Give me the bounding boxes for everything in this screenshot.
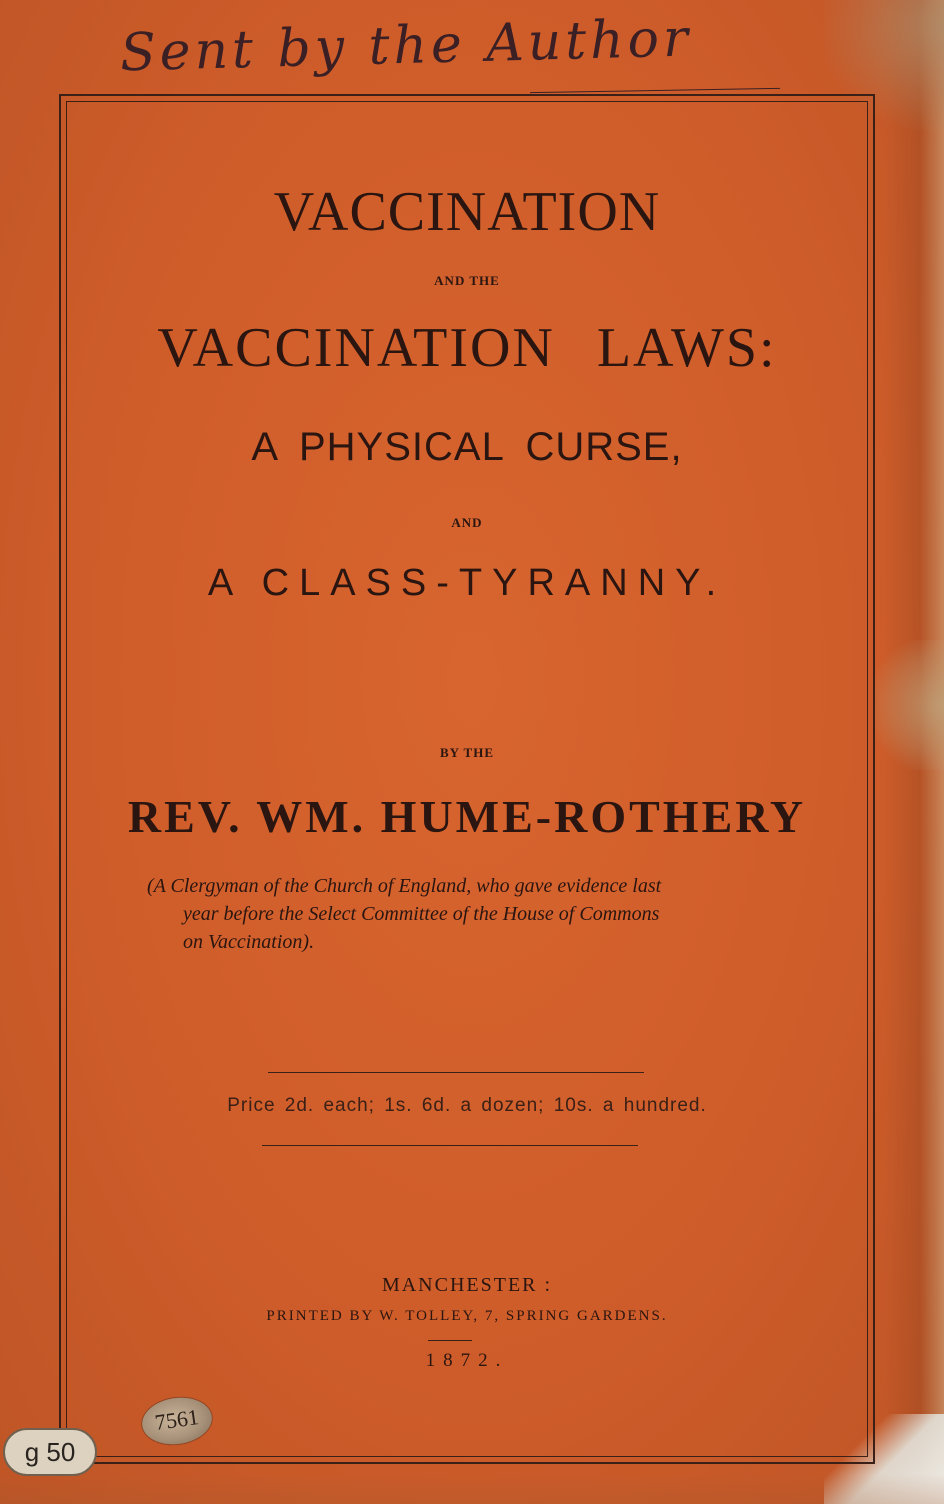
title-line-4: A CLASS-TYRANNY.: [207, 562, 727, 604]
imprint-rule: [428, 1340, 472, 1341]
imprint-printer: PRINTED BY W. TOLLEY, 7, SPRING GARDENS.: [266, 1308, 668, 1324]
title-connector-and-the: AND THE: [434, 273, 500, 288]
bottom-edge-shadow: [0, 1474, 944, 1504]
handwritten-inscription: Sent by the Author: [119, 8, 693, 84]
price-line: Price 2d. each; 1s. 6d. a dozen; 10s. a hundred.: [227, 1095, 707, 1116]
author-note-line: (A Clergyman of the Church of England, who gave evidence last: [147, 875, 662, 897]
title-line-1: VACCINATION: [273, 181, 661, 243]
author-note-line: on Vaccination).: [183, 931, 315, 953]
paper-stain-middle: [874, 640, 944, 770]
shelf-mark: g 50: [24, 1437, 76, 1467]
author-name: REV. WM. HUME-ROTHERY: [127, 791, 807, 842]
imprint-year: 1872.: [425, 1350, 509, 1371]
shelf-number: 7561: [153, 1404, 201, 1435]
library-shelf-mark-label: [3, 1428, 97, 1476]
title-connector-and: AND: [451, 515, 483, 530]
price-rule-bottom: [262, 1145, 638, 1146]
title-line-3: A PHYSICAL CURSE,: [251, 425, 683, 469]
inner-border-frame: [66, 101, 868, 1457]
inscription-underline: [530, 88, 780, 93]
author-note-line: year before the Select Committee of the House of Commons: [183, 903, 660, 925]
imprint-city: MANCHESTER :: [381, 1274, 553, 1296]
title-line-2: VACCINATION LAWS:: [157, 317, 777, 379]
author-note: [147, 872, 787, 956]
byline-prefix: BY THE: [439, 745, 495, 760]
price-rule-top: [268, 1072, 644, 1073]
